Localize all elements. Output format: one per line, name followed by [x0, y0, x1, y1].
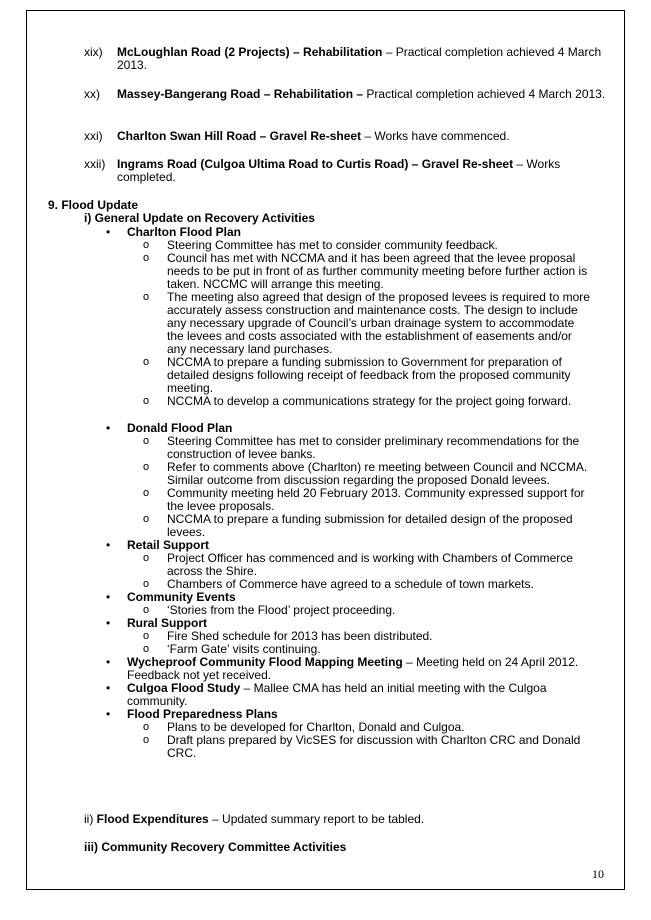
list-item: o Draft plans prepared by VicSES for discussion with Charlton CRC and Donald CRC. — [143, 733, 581, 760]
bullet-list — [106, 226, 616, 760]
list-item: o Steering Committee has met to consider community feedback. — [143, 238, 498, 252]
bullet-icon: • — [106, 655, 111, 669]
subsection-heading: iii) Community Recovery Committee Activities — [84, 840, 347, 854]
bullet-item: • Culgoa Flood Study – Mallee CMA has held an initial meeting with the Culgoa community. — [106, 681, 547, 708]
page-number: 10 — [592, 867, 604, 881]
subsection-heading: i) General Update on Recovery Activities — [84, 211, 315, 225]
list-item: o NCCMA to prepare a funding submission to Government for preparation of detailed designs following receipt of feedback from the proposed community meeting. — [143, 355, 571, 395]
bullet-item: • Rural Support o Fire Shed schedule for 2013 has been distributed. o ‘Farm Gate’ visits continuing. — [106, 617, 616, 656]
circle-bullet-icon: o — [143, 291, 150, 303]
bullet-item: • Wycheproof Community Flood Mapping Meeting – Meeting held on 24 April 2012. Feedback not yet received. — [106, 655, 579, 682]
circle-bullet-icon: o — [143, 252, 150, 264]
bullet-icon: • — [106, 421, 111, 435]
list-item: o Plans to be developed for Charlton, Donald and Culgoa. — [143, 720, 465, 734]
list-item: o Refer to comments above (Charlton) re meeting between Council and NCCMA. Similar outcome from discussion regarding the proposed Donald levees. — [143, 460, 588, 487]
list-item: o Steering Committee has met to consider preliminary recommendations for the construction of levee banks. — [143, 434, 580, 461]
list-item: o Project Officer has commenced and is working with Chambers of Commerce across the Shire. — [143, 551, 573, 578]
circle-bullet-icon: o — [143, 487, 150, 499]
circle-bullet-icon: o — [143, 721, 150, 733]
bullet-item: • Retail Support o Project Officer has commenced and is working with Chambers of Commerce across the Shire. o Chambers of Commerce have agreed to a schedule of town markets. — [106, 539, 616, 591]
bullet-item: • Donald Flood Plan o Steering Committee has met to consider preliminary recommendations for the construction of levee banks. o Refer to comments above (Charlton) re meeting between Council and NCCMA. Similar outcome from discussion regarding the proposed Donald levees. o Community meeting held 20 February 2013. Community expressed support for the levee proposals. o NCCMA to prepare a funding submission for detailed design of the proposed levees. — [106, 422, 616, 539]
bullet-icon: • — [106, 616, 111, 630]
circle-bullet-icon: o — [143, 604, 150, 616]
bullet-item: • Community Events o ‘Stories from the Flood’ project proceeding. — [106, 591, 616, 617]
section-heading: 9. Flood Update — [48, 198, 138, 212]
list-item: o Council has met with NCCMA and it has been agreed that the levee proposal needs to be put in front of as further community meeting before further action is taken. NCCMC will arrange this meeting. — [143, 251, 588, 291]
list-item: o Chambers of Commerce have agreed to a schedule of town markets. — [143, 577, 534, 591]
list-item: o The meeting also agreed that design of the proposed levees is required to more accurately assess construction and maintenance costs. The design to include any necessary upgrade of Council’s urban drainage system to accommodate the levees and costs associated with the establishment of easements and/or any necessary land purchases. — [143, 290, 590, 356]
circle-bullet-icon: o — [143, 552, 150, 564]
bullet-icon: • — [106, 681, 111, 695]
circle-bullet-icon: o — [143, 461, 150, 473]
bullet-icon: • — [106, 538, 111, 552]
bullet-icon: • — [106, 707, 111, 721]
circle-bullet-icon: o — [143, 513, 150, 525]
circle-bullet-icon: o — [143, 395, 150, 407]
list-item: o NCCMA to develop a communications strategy for the project going forward. — [143, 394, 572, 408]
list-item: o ‘Stories from the Flood’ project proceeding. — [143, 603, 396, 617]
circle-bullet-icon: o — [143, 356, 150, 368]
circle-bullet-icon: o — [143, 239, 150, 251]
bullet-item: • Charlton Flood Plan o Steering Committee has met to consider community feedback. o Council has met with NCCMA and it has been agreed that the levee proposal needs to be put in front of as further community meeting before further action is taken. NCCMC will arrange this meeting. o The meeting also agreed that design of the proposed levees is required to more accurately assess construction and maintenance costs. The design to include any necessary upgrade of Council’s urban drainage system to accommodate the levees and costs associated with the establishment of easements and/or any necessary land purchases. o NCCMA to prepare a funding submission to Government for preparation of detailed designs following receipt of feedback from the proposed community meeting. o NCCMA to develop a communications strategy for the project going forward. — [106, 226, 616, 408]
bullet-icon: • — [106, 225, 111, 239]
circle-bullet-icon: o — [143, 734, 150, 746]
subsection-heading: ii) Flood Expenditures – Updated summary report to be tabled. — [84, 812, 425, 826]
circle-bullet-icon: o — [143, 435, 150, 447]
list-item: o Fire Shed schedule for 2013 has been distributed. — [143, 629, 433, 643]
list-item: o ‘Farm Gate’ visits continuing. — [143, 642, 321, 656]
bullet-icon: • — [106, 590, 111, 604]
bullet-item: • Flood Preparedness Plans o Plans to be developed for Charlton, Donald and Culgoa. o Draft plans prepared by VicSES for discussion with Charlton CRC and Donald CRC. — [106, 708, 616, 760]
circle-bullet-icon: o — [143, 630, 150, 642]
circle-bullet-icon: o — [143, 578, 150, 590]
list-item: o NCCMA to prepare a funding submission for detailed design of the proposed levees. — [143, 512, 573, 539]
list-item: o Community meeting held 20 February 2013. Community expressed support for the levee proposals. — [143, 486, 585, 513]
circle-bullet-icon: o — [143, 643, 150, 655]
